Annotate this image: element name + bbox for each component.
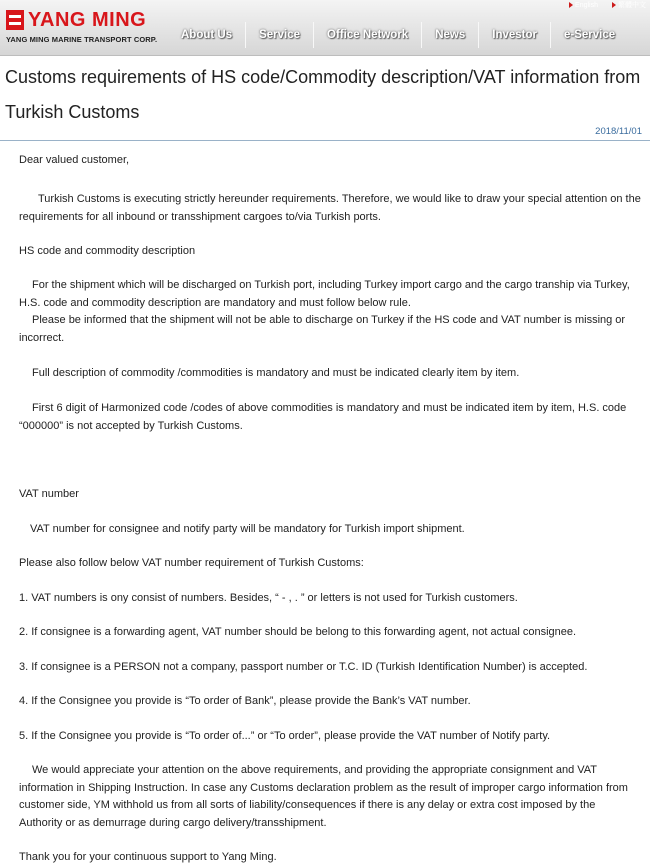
hs-paragraph-3: Full description of commodity /commodities is mandatory and must be indicated clearly item by item. xyxy=(32,367,520,379)
vat-heading: VAT number xyxy=(19,488,79,500)
publish-date: 2018/11/01 xyxy=(595,126,642,137)
vat-list-item: 5. If the Consignee you provide is “To order of...” or “To order”, please provide the VAT number of Notify party. xyxy=(19,730,551,742)
vat-list-item: 4. If the Consignee you provide is “To order of Bank”, please provide the Bank’s VAT number. xyxy=(19,695,471,707)
arrow-right-icon xyxy=(612,2,616,8)
nav-e-service[interactable]: e-Service xyxy=(564,29,616,41)
vat-list-item: 3. If consignee is a PERSON not a company, passport number or T.C. ID (Turkish Identification Number) is accepted. xyxy=(19,661,588,673)
greeting: Dear valued customer, xyxy=(19,154,130,166)
closing-paragraph: We would appreciate your attention on the above requirements, and providing the appropriate consignment and VAT information in Shipping Instruction. In case any Customs declaration problem as the result of improper cargo information from customer side, YM withhold us from all sorts of liability/consequences if there is any delay or extra cost imposed by the Authority or as demurrage during cargo delivery/transshipment. xyxy=(19,764,628,829)
lang-english-link[interactable] xyxy=(569,0,598,10)
lang-label: English xyxy=(575,1,598,9)
nav-service[interactable]: Service xyxy=(246,22,314,48)
language-bar xyxy=(569,0,646,10)
nav-investor[interactable]: Investor xyxy=(479,22,551,48)
vat-paragraph-1: VAT number for consignee and notify party will be mandatory for Turkish import shipment. xyxy=(30,523,465,535)
vat-list-item: 2. If consignee is a forwarding agent, VAT number should be belong to this forwarding agent, not actual consignee. xyxy=(19,626,577,638)
hs-paragraph-2: Please be informed that the shipment will not be able to discharge on Turkey if the HS code and VAT number is missing or incorrect. xyxy=(19,314,626,344)
hs-heading: HS code and commodity description xyxy=(19,245,196,257)
site-header xyxy=(0,0,650,56)
arrow-right-icon xyxy=(569,2,573,8)
intro-paragraph: Turkish Customs is executing strictly hereunder requirements. Therefore, we would like to draw your special attention on the requirements for all inbound or transshipment cargoes to/via Turkish ports. xyxy=(19,193,641,223)
logo-subtitle: YANG MING MARINE TRANSPORT CORP. xyxy=(6,35,158,44)
hs-paragraph-1: For the shipment which will be discharged on Turkish port, including Turkey import cargo and the cargo tranship via Turkey, H.S. code and commodity description are mandatory and must follow below rule. xyxy=(19,279,630,309)
vat-list-item: 1. VAT numbers is ony consist of numbers. Besides, “ - , . ” or letters is not used for Turkish customers. xyxy=(19,592,518,604)
thanks-line: Thank you for your continuous support to Yang Ming. xyxy=(19,851,277,863)
page-title: Customs requirements of HS code/Commodity description/VAT information from Turkish Customs xyxy=(5,67,641,122)
logo-name: YANG MING xyxy=(28,8,147,31)
date-divider xyxy=(0,126,650,141)
lang-label: 繁體中文 xyxy=(618,2,646,9)
nav-about-us[interactable]: About Us xyxy=(168,22,246,48)
vat-paragraph-2: Please also follow below VAT number requirement of Turkish Customs: xyxy=(19,557,364,569)
yang-ming-logo[interactable] xyxy=(6,8,166,46)
logo-mark-icon xyxy=(6,10,24,30)
main-nav xyxy=(168,22,628,48)
lang-chinese-link[interactable] xyxy=(612,0,646,10)
nav-news[interactable]: News xyxy=(422,22,479,48)
nav-office-network[interactable]: Office Network xyxy=(314,22,422,48)
hs-paragraph-4: First 6 digit of Harmonized code /codes of above commodities is mandatory and must be indicated item by item, H.S. code “000000” is not accepted by Turkish Customs. xyxy=(19,402,627,432)
